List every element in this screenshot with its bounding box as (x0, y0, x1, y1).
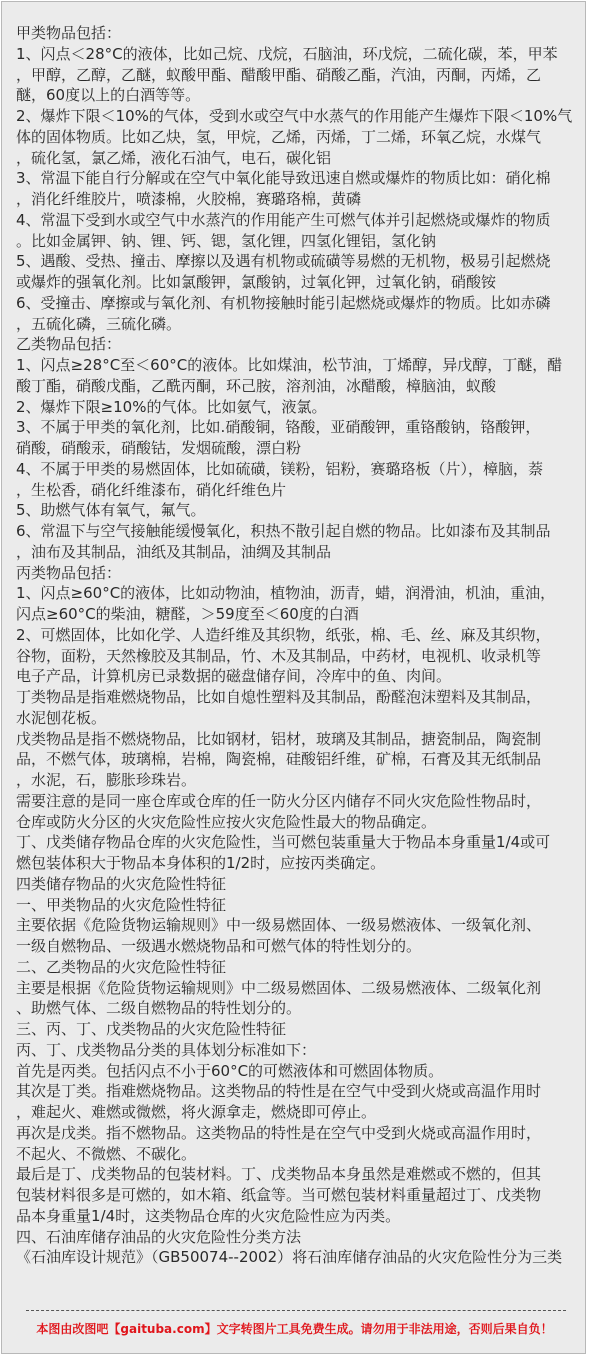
text-line: 2、爆炸下限≥10%的气体。比如氨气，液氯。 (16, 397, 327, 416)
text-line: 谷物，面粉，天然橡胶及其制品，竹、木及其制品，中药材，电视机、收录机等 (16, 646, 542, 665)
text-line: 包装材料很多是可燃的，如木箱、纸盒等。当可燃包装材料重量超过丁、戊类物 (16, 1186, 542, 1204)
text-line: 丙类物品包括： (16, 563, 122, 582)
text-line: 不起火、不微燃、不碳化。 (16, 1144, 197, 1163)
text-line: 四类储存物品的火灾危险性特征 (16, 874, 227, 893)
text-line: 需要注意的是同一座仓库或仓库的任一防火分区内储存不同火灾危险性物品时， (16, 791, 542, 810)
text-line: 。比如金属钾、钠、锂、钙、锶，氢化锂，四氢化锂铝，氢化钠 (16, 231, 437, 250)
text-line: 丁、戊类储存物品仓库的火灾危险性，当可燃包装重量大于物品本身重量1/4或可 (16, 833, 551, 852)
text-line: 2、可燃固体，比如化学、人造纤维及其织物，纸张，棉、毛、丝、麻及其织物， (16, 625, 551, 644)
text-line: 《石油库设计规范》（GB50074--2002）将石油库储存油品的火灾危险性分为三类 (16, 1248, 563, 1267)
footer-watermark-note: 本图由改图吧【gaituba.com】文字转图片工具免费生成。请勿用于非法用途，否则后果自负！ (36, 1322, 553, 1336)
text-line: 6、常温下与空气接触能缓慢氧化，积热不散引起自燃的物品。比如漆布及其制品 (16, 522, 551, 540)
text-line: 酸丁酯，硝酸戊酯，乙酰丙酮，环己胺，溶剂油，冰醋酸，樟脑油，蚁酸 (16, 376, 497, 395)
text-line: 3、常温下能自行分解或在空气中氧化能导致迅速自燃或爆炸的物质比如：硝化棉 (16, 169, 551, 188)
text-image-panel (1, 1, 586, 1354)
text-line: 丁类物品是指难燃烧物品，比如自熄性塑料及其制品，酚醛泡沫塑料及其制品， (16, 688, 542, 706)
text-line: ，生松香，硝化纤维漆布，硝化纤维色片 (16, 480, 287, 499)
text-line: 甲类物品包括： (16, 24, 122, 42)
text-line: ，消化纤维胶片，喷漆棉，火胶棉，赛璐珞棉，黄磷 (16, 190, 362, 208)
text-line: 乙类物品包括： (16, 335, 122, 354)
text-line: 再次是戊类。指不燃物品。这类物品的特性是在空气中受到火烧或高温作用时， (16, 1123, 542, 1142)
text-line: ，硫化氢，氯乙烯，液化石油气，电石，碳化铝 (16, 148, 332, 167)
text-line: 丙、丁、戊类物品分类的具体划分标准如下： (16, 1040, 317, 1059)
text-line: 燃包装体积大于物品本身体积的1/2时，应按丙类确定。 (16, 854, 386, 872)
text-line: 最后是丁、戊类物品的包装材料。丁、戊类物品本身虽然是难燃或不燃的，但其 (16, 1165, 542, 1184)
text-line: ，五硫化磷，三硫化磷。 (16, 314, 182, 333)
text-line: 5、助燃气体有氧气，氟气。 (16, 501, 206, 520)
text-line: 1、闪点≥60°C的液体，比如动物油，植物油，沥青，蜡，润滑油，机油，重油， (16, 584, 556, 603)
text-line: 主要是根据《危险货物运输规则》中二级易燃固体、二级易燃液体、二级氧化剂 (16, 978, 542, 997)
text-line: 4、不属于甲类的易燃固体，比如硫磺，镁粉，铝粉，赛璐珞板（片），樟脑，萘 (16, 459, 544, 478)
text-line: ，难起火、难燃或微燃，将火源拿走，燃烧即可停止。 (16, 1103, 377, 1121)
text-line: 或爆炸的强氧化剂。比如氯酸钾，氯酸钠，过氧化钾，过氧化钠，硝酸铵 (16, 273, 497, 291)
text-line: 一级自燃物品、一级遇水燃烧物品和可燃气体的特性划分的。 (16, 937, 422, 955)
text-line: 一、甲类物品的火灾危险性特征 (16, 895, 227, 914)
text-line: 电子产品，计算机房已录数据的磁盘储存间，冷库中的鱼、肉间。 (16, 667, 452, 686)
text-line: 6、受撞击、摩擦或与氧化剂、有机物接触时能引起燃烧或爆炸的物质。比如赤磷 (16, 293, 551, 312)
text-line: 1、闪点＜28°C的液体，比如己烷、戊烷，石脑油，环戊烷，二硫化碳，苯，甲苯 (16, 44, 558, 63)
text-line: 品本身重量1/4时，这类物品仓库的火灾危险性应为丙类。 (16, 1206, 401, 1225)
document-body (16, 23, 586, 1268)
text-line: ，油布及其制品，油纸及其制品，油绸及其制品 (16, 542, 332, 561)
text-line: ，水泥，石，膨胀珍珠岩。 (16, 771, 197, 789)
text-line: 首先是丙类。包括闪点不小于60°C的可燃液体和可燃固体物质。 (16, 1061, 444, 1080)
text-line: 、助燃气体、二级自燃物品的特性划分的。 (16, 999, 302, 1018)
text-line: 2、爆炸下限＜10%的气体，受到水或空气中水蒸气的作用能产生爆炸下限＜10%气 (16, 107, 573, 125)
text-line: 4、常温下受到水或空气中水蒸汽的作用能产生可燃气体并引起燃烧或爆炸的物质 (16, 210, 551, 229)
text-line: 闪点≥60°C的柴油，糖醛，＞59度至＜60度的白酒 (16, 605, 359, 623)
text-line: 仓库或防火分区的火灾危险性应按火灾危险性最大的物品确定。 (16, 812, 437, 831)
text-line: 二、乙类物品的火灾危险性特征 (16, 957, 227, 976)
text-line: 硝酸，硝酸汞，硝酸钴，发烟硫酸，漂白粉 (16, 439, 302, 457)
text-line: 其次是丁类。指难燃烧物品。这类物品的特性是在空气中受到火烧或高温作用时 (16, 1082, 542, 1101)
text-line: ，甲醇，乙醇，乙醚，蚁酸甲酯、醋酸甲酯、硝酸乙酯，汽油，丙酮，丙烯，乙 (16, 65, 542, 84)
text-line: 3、不属于甲类的氧化剂，比如.硝酸铜，铬酸，亚硝酸钾，重铬酸钠，铬酸钾， (16, 418, 541, 437)
footer-divider (26, 1310, 566, 1311)
text-line: 四、石油库储存油品的火灾危险性分类方法 (16, 1227, 302, 1246)
text-line: 5、遇酸、受热、撞击、摩擦以及遇有机物或硫磺等易燃的无机物，极易引起燃烧 (16, 252, 551, 271)
text-line: 1、闪点≥28°C至＜60°C的液体。比如煤油，松节油，丁烯醇，异戊醇，丁醚，醋 (16, 356, 563, 374)
text-line: 主要依据《危险货物运输规则》中一级易燃固体、一级易燃液体、一级氧化剂、 (16, 916, 542, 935)
text-line: 品，不燃气体，玻璃棉，岩棉，陶瓷棉，硅酸铝纤维，矿棉，石膏及其无纸制品 (16, 750, 542, 769)
text-line: 醚，60度以上的白酒等等。 (16, 86, 201, 105)
text-line: 体的固体物质。比如乙炔，氢，甲烷，乙烯，丙烯，丁二烯，环氧乙烷，水煤气 (16, 127, 542, 146)
text-line: 水泥刨花板。 (16, 708, 107, 727)
text-line: 戊类物品是指不燃烧物品，比如钢材，铝材，玻璃及其制品，搪瓷制品，陶瓷制 (16, 729, 542, 748)
text-line: 三、丙、丁、戊类物品的火灾危险性特征 (16, 1020, 287, 1038)
